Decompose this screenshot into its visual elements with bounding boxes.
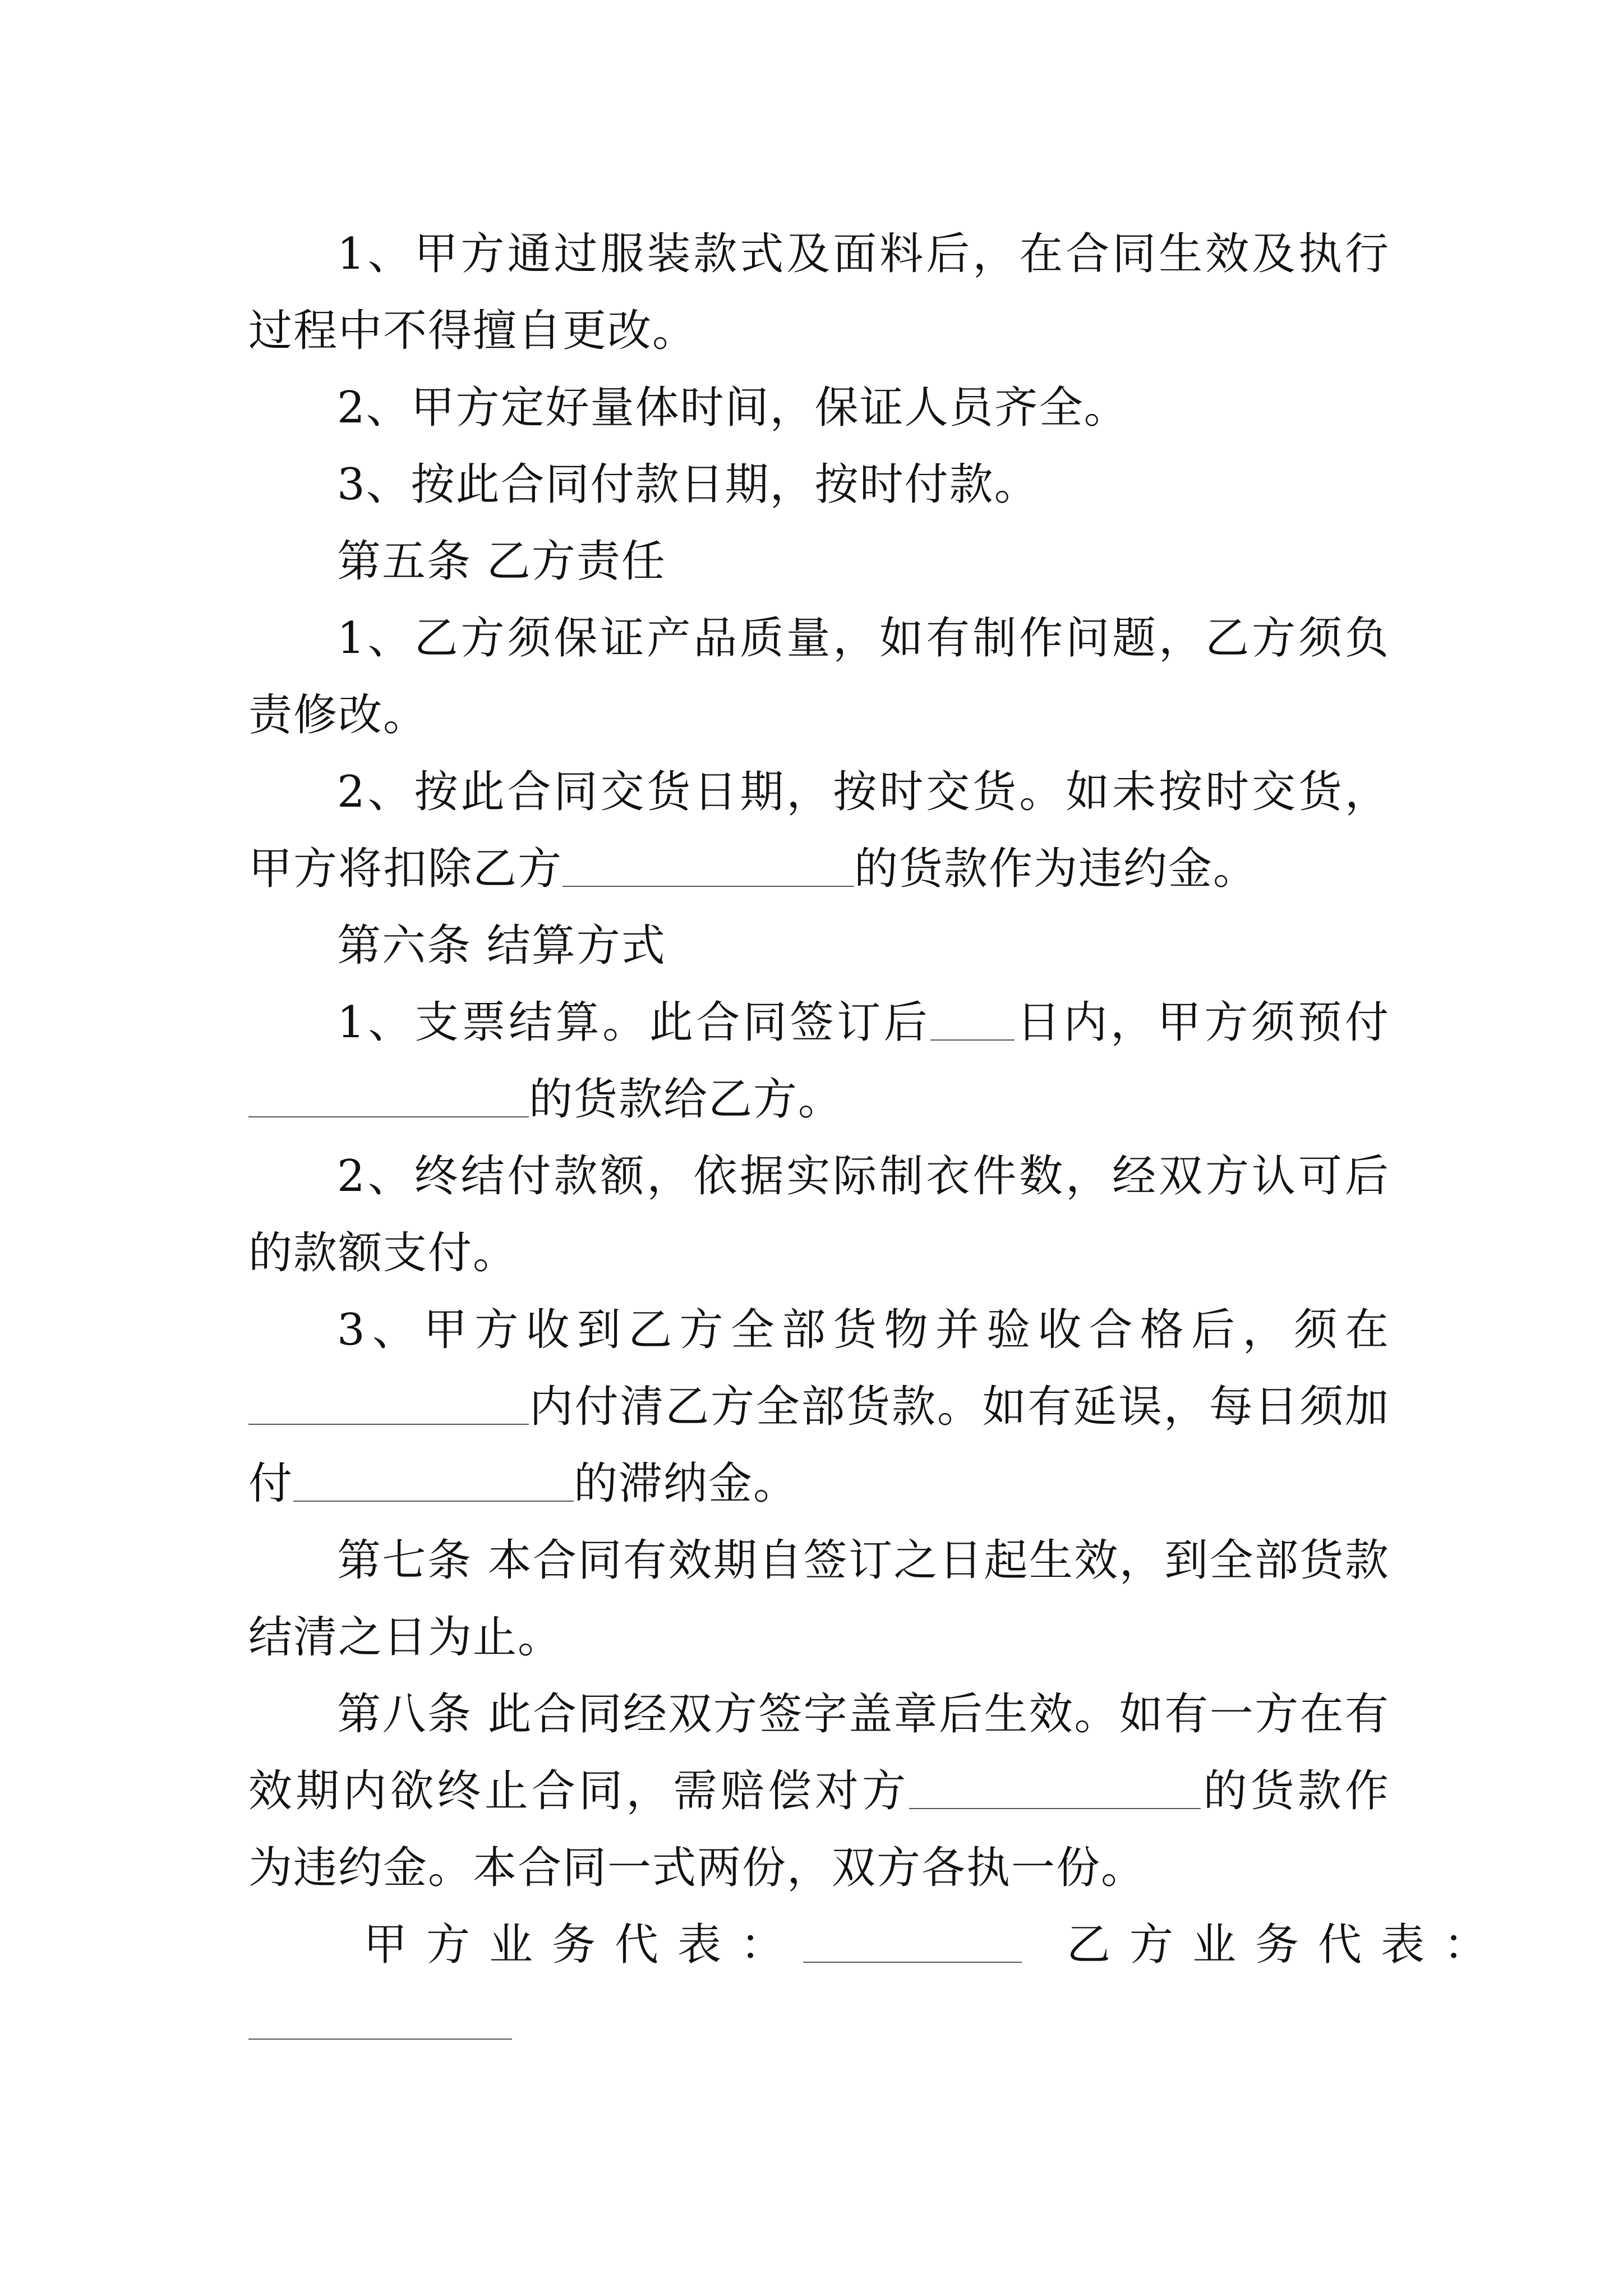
clause-b2-text-post: 的货款作为违约金。 [854, 844, 1258, 894]
clause-b2 [248, 754, 1390, 908]
clause-c3-text-mid: 内付清乙方全部货款。如有延误，每日须加付 [248, 1382, 1390, 1509]
fill-blank-days [930, 996, 1015, 1041]
clause-c3-text-post: 的滞纳金。 [574, 1458, 799, 1509]
clause-a2: 2、甲方定好量体时间，保证人员齐全。 [337, 383, 1129, 433]
clause-b1: 1、乙方须保证产品质量，如有制作问题，乙方须负责修改。 [248, 613, 1390, 740]
fill-blank-prepayment [248, 1073, 529, 1117]
signature-tail [248, 1995, 1390, 2028]
article-5-title: 第五条 乙方责任 [337, 536, 666, 587]
clause-c3 [248, 1292, 1390, 1522]
clause-a1: 1、甲方通过服装款式及面料后，在合同生效及执行过程中不得擅自更改。 [248, 229, 1390, 356]
article-7: 第七条 本合同有效期自签订之日起生效，到全部货款结清之日为止。 [248, 1535, 1390, 1663]
fill-blank-compensation [909, 1764, 1201, 1809]
fill-blank-party-b-rep [248, 1995, 512, 2040]
party-a-rep-label: 甲方业务代表： [363, 1920, 804, 1970]
clause-c1-text-pre: 1、支票结算。此合同签订后 [337, 997, 931, 1048]
article-8 [248, 1676, 1390, 1907]
clause-c1-text-post: 的货款给乙方。 [529, 1074, 843, 1125]
fill-blank-party-a-rep [803, 1918, 1022, 1963]
fill-blank-payment-period [248, 1380, 529, 1425]
contract-body [248, 216, 1507, 2028]
fill-blank-late-fee [293, 1457, 574, 1502]
article-6-title: 第六条 结算方式 [337, 921, 666, 971]
clause-c2: 2、终结付款额，依据实际制衣件数，经双方认可后的款额支付。 [248, 1151, 1390, 1278]
clause-a3: 3、按此合同付款日期，按时付款。 [337, 459, 1039, 510]
fill-blank-penalty-amount [562, 842, 854, 887]
clause-c3-text-pre: 3、甲方收到乙方全部货物并验收合格后，须在 [337, 1305, 1390, 1355]
clause-b2-text-pre: 2、按此合同交货日期，按时交货。如未按时交货，甲方将扣除乙方 [248, 767, 1390, 894]
party-b-rep-label: 乙方业务代表： [1067, 1920, 1507, 1970]
clause-c1-text-mid: 日内，甲方须预付 [1015, 997, 1390, 1048]
clause-c1 [248, 984, 1390, 1138]
article-8-text-post: 的货款作为违约金。本合同一式两份，双方各执一份。 [248, 1766, 1390, 1893]
article-8-text-pre: 第八条 此合同经双方签字盖章后生效。如有一方在有效期内欲终止合同，需赔偿对方 [248, 1689, 1390, 1816]
signature-row [248, 1907, 1507, 1984]
